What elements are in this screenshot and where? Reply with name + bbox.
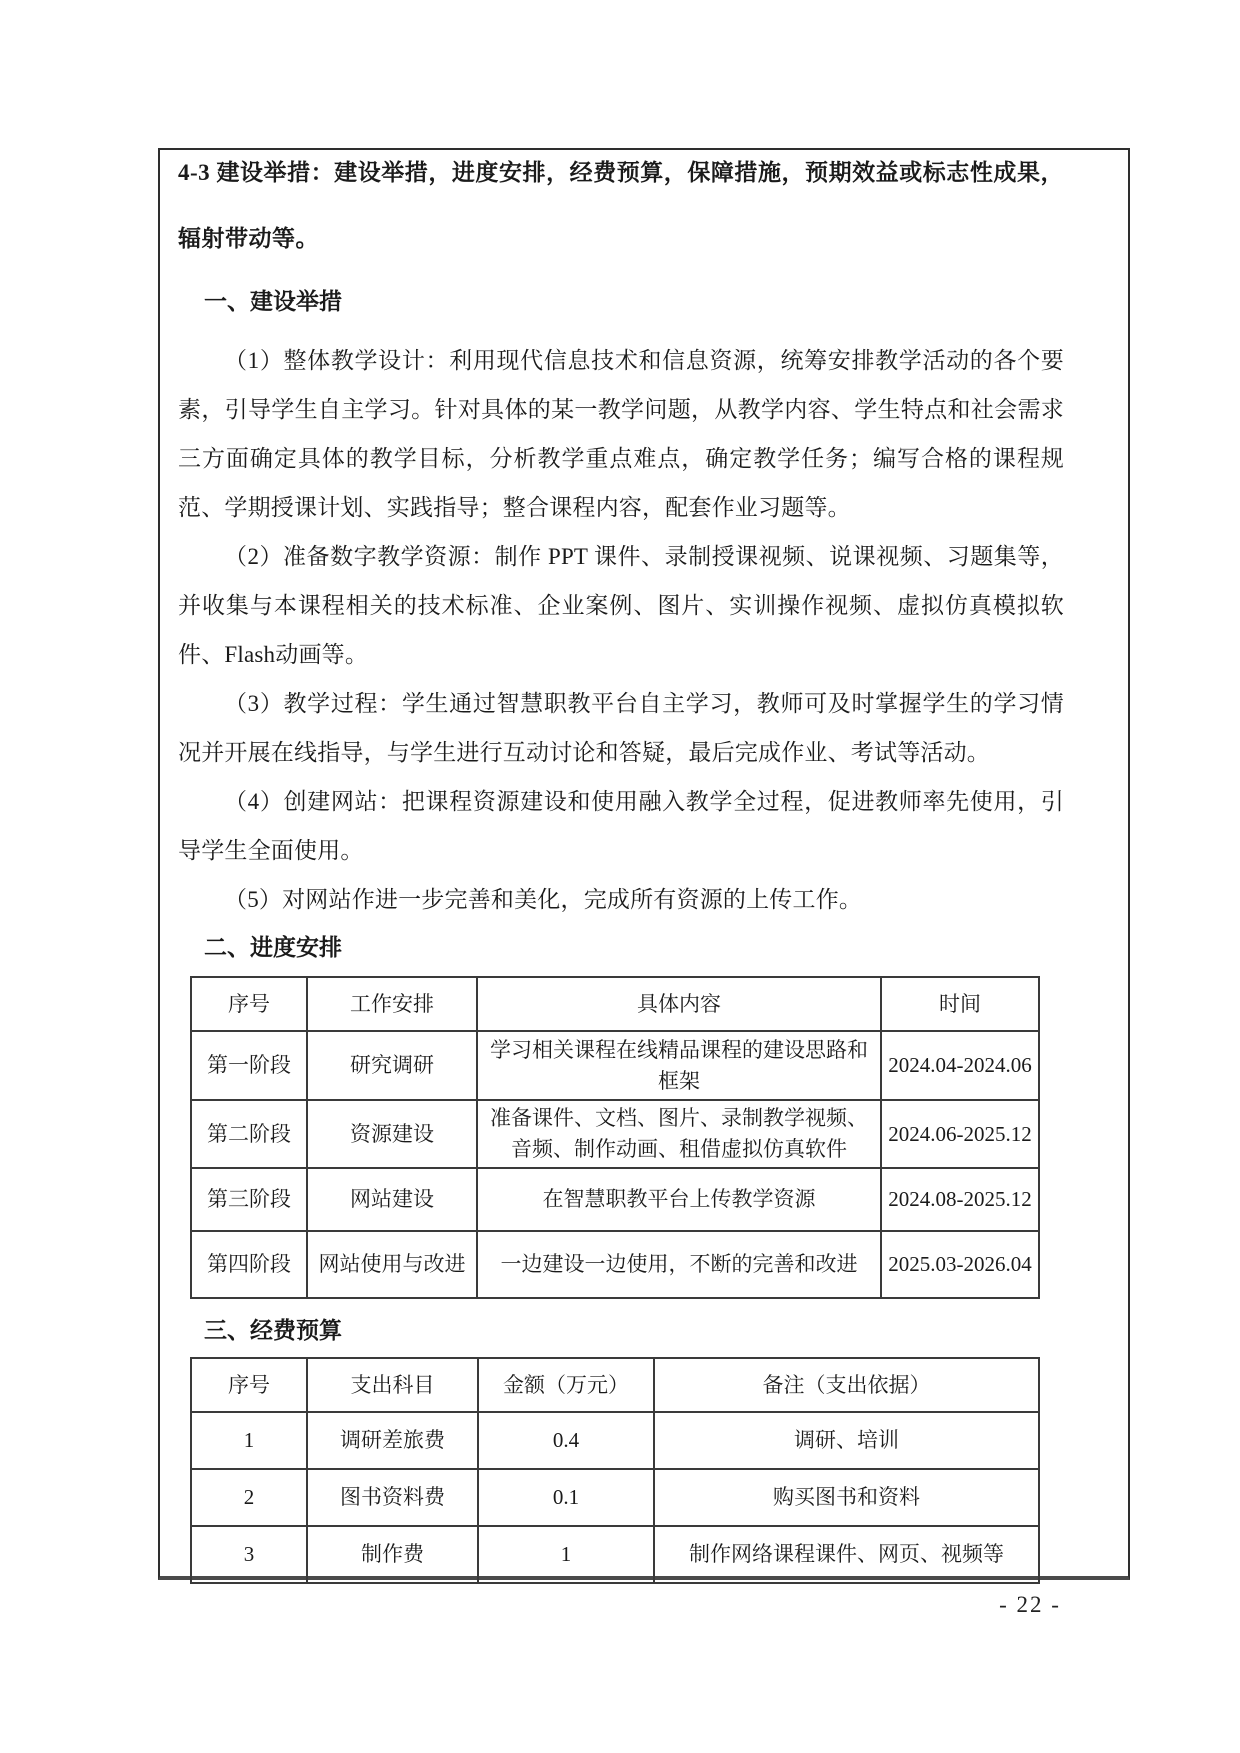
budget-col-header: 序号 (191, 1358, 307, 1412)
form-section-4-3 (158, 148, 1130, 1580)
table-row (191, 1412, 1039, 1469)
budget-cell: 0.4 (478, 1412, 654, 1469)
schedule-col-header: 序号 (191, 977, 307, 1031)
schedule-col-header: 时间 (881, 977, 1039, 1031)
heading-construction-measures: 一、建设举措 (204, 289, 342, 314)
budget-col-header: 支出科目 (307, 1358, 478, 1412)
budget-table (190, 1357, 1040, 1584)
measures-paragraphs (178, 336, 1064, 924)
budget-cell: 制作费 (307, 1526, 478, 1583)
budget-cell: 1 (478, 1526, 654, 1583)
schedule-col-header: 工作安排 (307, 977, 477, 1031)
table-row (191, 1031, 1039, 1100)
schedule-cell: 资源建设 (307, 1100, 477, 1168)
budget-cell: 调研差旅费 (307, 1412, 478, 1469)
schedule-cell: 研究调研 (307, 1031, 477, 1100)
schedule-cell: 网站建设 (307, 1168, 477, 1231)
table-row (191, 1526, 1039, 1583)
paragraph-1: （1）整体教学设计：利用现代信息技术和信息资源，统筹安排教学活动的各个要素，引导学生自主学习。针对具体的某一教学问题，从教学内容、学生特点和社会需求三方面确定具体的教学目标，分析教学重点难点，确定教学任务；编写合格的课程规范、学期授课计划、实践指导；整合课程内容，配套作业习题等。 (178, 348, 1064, 520)
schedule-cell: 第二阶段 (191, 1100, 307, 1168)
schedule-col-header: 具体内容 (477, 977, 881, 1031)
budget-cell: 图书资料费 (307, 1469, 478, 1526)
budget-cell: 制作网络课程课件、网页、视频等 (654, 1526, 1039, 1583)
form-content (160, 140, 1128, 1584)
budget-col-header: 金额（万元） (478, 1358, 654, 1412)
schedule-cell: 学习相关课程在线精品课程的建设思路和框架 (477, 1031, 881, 1100)
budget-header-row (191, 1358, 1039, 1412)
budget-cell: 2 (191, 1469, 307, 1526)
schedule-cell: 在智慧职教平台上传教学资源 (477, 1168, 881, 1231)
heading-budget: 三、经费预算 (204, 1318, 342, 1343)
paragraph-2: （2）准备数字教学资源：制作 PPT 课件、录制授课视频、说课视频、习题集等，并收集与本课程相关的技术标准、企业案例、图片、实训操作视频、虚拟仿真模拟软件、Flash动画等。 (178, 544, 1064, 667)
table-row (191, 1231, 1039, 1298)
paragraph-3: （3）教学过程：学生通过智慧职教平台自主学习，教师可及时掌握学生的学习情况并开展在线指导，与学生进行互动讨论和答疑，最后完成作业、考试等活动。 (178, 691, 1064, 765)
budget-cell: 3 (191, 1526, 307, 1583)
table-row (191, 1168, 1039, 1231)
schedule-header-row (191, 977, 1039, 1031)
budget-cell: 0.1 (478, 1469, 654, 1526)
schedule-cell: 2025.03-2026.04 (881, 1231, 1039, 1298)
table-row (191, 1469, 1039, 1526)
schedule-cell: 2024.04-2024.06 (881, 1031, 1039, 1100)
schedule-cell: 网站使用与改进 (307, 1231, 477, 1298)
budget-cell: 购买图书和资料 (654, 1469, 1039, 1526)
schedule-cell: 准备课件、文档、图片、录制教学视频、音频、制作动画、租借虚拟仿真软件 (477, 1100, 881, 1168)
schedule-cell: 一边建设一边使用，不断的完善和改进 (477, 1231, 881, 1298)
table-row (191, 1100, 1039, 1168)
heading-schedule: 二、进度安排 (204, 935, 342, 960)
schedule-table (190, 976, 1040, 1299)
paragraph-4: （4）创建网站：把课程资源建设和使用融入教学全过程，促进教师率先使用，引导学生全面使用。 (178, 789, 1064, 863)
schedule-cell: 第四阶段 (191, 1231, 307, 1298)
budget-cell: 调研、培训 (654, 1412, 1039, 1469)
page-number: - 22 - (999, 1592, 1061, 1617)
schedule-cell: 2024.06-2025.12 (881, 1100, 1039, 1168)
paragraph-5: （5）对网站作进一步完善和美化，完成所有资源的上传工作。 (224, 887, 863, 912)
schedule-cell: 2024.08-2025.12 (881, 1168, 1039, 1231)
schedule-cell: 第三阶段 (191, 1168, 307, 1231)
budget-col-header: 备注（支出依据） (654, 1358, 1039, 1412)
budget-cell: 1 (191, 1412, 307, 1469)
section-4-3-header: 4-3 建设举措：建设举措，进度安排，经费预算，保障措施，预期效益或标志性成果，辐射带动等。 (178, 160, 1064, 251)
schedule-cell: 第一阶段 (191, 1031, 307, 1100)
